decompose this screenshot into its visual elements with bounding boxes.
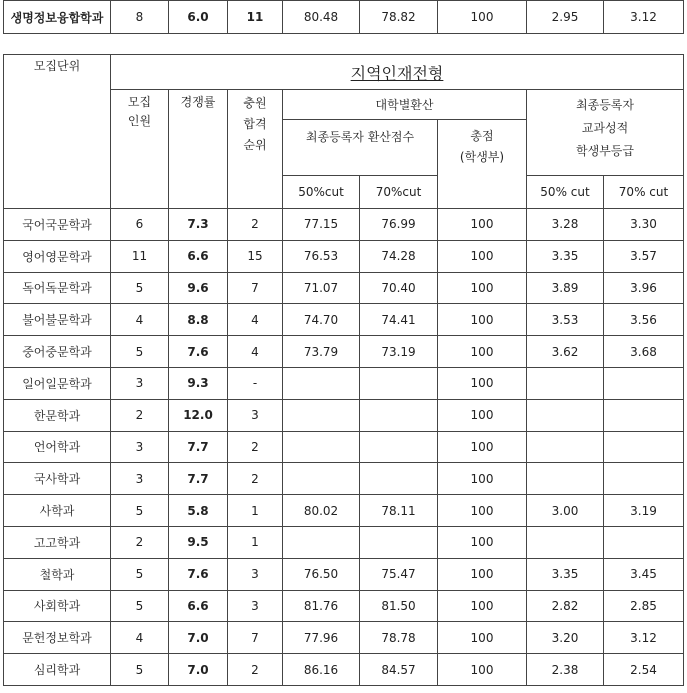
grade70-cell: 3.57 xyxy=(604,240,684,272)
cut50-cell: 86.16 xyxy=(283,654,360,686)
grade70-cell: 3.12 xyxy=(604,622,684,654)
rank-cell: 1 xyxy=(228,526,283,558)
total-cell: 100 xyxy=(438,367,527,399)
total-cell: 100 xyxy=(438,495,527,527)
competition-cell: 7.3 xyxy=(169,209,228,241)
cut50-cell xyxy=(283,526,360,558)
recruit-cell: 3 xyxy=(111,367,169,399)
grade70-header: 70% cut xyxy=(604,176,684,209)
dept-cell: 문헌정보학과 xyxy=(4,622,111,654)
header-row xyxy=(4,55,684,90)
competition-cell: 6.6 xyxy=(169,590,228,622)
cut70-cell: 78.11 xyxy=(360,495,438,527)
grade70-cell: 3.12 xyxy=(604,1,684,34)
competition-header: 경쟁률 xyxy=(169,90,228,209)
table-row xyxy=(4,304,684,336)
competition-cell: 7.7 xyxy=(169,463,228,495)
cut70-cell: 74.41 xyxy=(360,304,438,336)
cut70-header: 70%cut xyxy=(360,176,438,209)
recruit-cell: 11 xyxy=(111,240,169,272)
total-cell: 100 xyxy=(438,654,527,686)
grade50-header: 50% cut xyxy=(527,176,604,209)
competition-cell: 7.0 xyxy=(169,654,228,686)
dept-cell: 불어불문학과 xyxy=(4,304,111,336)
rank-header: 충원 합격 순위 xyxy=(228,90,283,209)
grade70-cell xyxy=(604,431,684,463)
cut70-cell xyxy=(360,399,438,431)
cut50-cell: 71.07 xyxy=(283,272,360,304)
cut50-cell xyxy=(283,367,360,399)
cut70-cell xyxy=(360,463,438,495)
table-row xyxy=(4,1,684,34)
dept-cell: 일어일문학과 xyxy=(4,367,111,399)
grade70-cell xyxy=(604,367,684,399)
rank-cell: 2 xyxy=(228,463,283,495)
table-row xyxy=(4,590,684,622)
grade50-cell: 2.38 xyxy=(527,654,604,686)
total-cell: 100 xyxy=(438,463,527,495)
univ-score-header: 대학별환산 xyxy=(283,90,527,120)
dept-cell: 심리학과 xyxy=(4,654,111,686)
table-row xyxy=(4,399,684,431)
recruit-cell: 5 xyxy=(111,495,169,527)
grade70-cell xyxy=(604,399,684,431)
grade70-cell: 3.30 xyxy=(604,209,684,241)
recruit-cell: 5 xyxy=(111,272,169,304)
grade70-cell: 2.85 xyxy=(604,590,684,622)
grade50-cell xyxy=(527,526,604,558)
grade50-cell: 3.00 xyxy=(527,495,604,527)
recruit-cell: 5 xyxy=(111,558,169,590)
rank-cell: 3 xyxy=(228,399,283,431)
rank-cell: 4 xyxy=(228,336,283,368)
recruit-cell: 4 xyxy=(111,304,169,336)
rank-cell: 11 xyxy=(228,1,283,34)
cut70-cell: 76.99 xyxy=(360,209,438,241)
final-grade-header: 최종등록자 교과성적 학생부등급 xyxy=(527,90,684,176)
dept-cell: 국사학과 xyxy=(4,463,111,495)
competition-cell: 8.8 xyxy=(169,304,228,336)
cut50-cell: 76.50 xyxy=(283,558,360,590)
recruit-cell: 3 xyxy=(111,431,169,463)
competition-cell: 7.7 xyxy=(169,431,228,463)
recruit-cell: 8 xyxy=(111,1,169,34)
grade70-cell: 3.45 xyxy=(604,558,684,590)
competition-cell: 6.0 xyxy=(169,1,228,34)
rank-cell: - xyxy=(228,367,283,399)
grade50-cell xyxy=(527,399,604,431)
grade70-cell xyxy=(604,463,684,495)
cut70-cell: 78.82 xyxy=(360,1,438,34)
cut70-cell: 74.28 xyxy=(360,240,438,272)
rank-cell: 1 xyxy=(228,495,283,527)
dept-cell: 사회학과 xyxy=(4,590,111,622)
total-cell: 100 xyxy=(438,590,527,622)
dept-cell: 고고학과 xyxy=(4,526,111,558)
grade50-cell xyxy=(527,367,604,399)
table-row xyxy=(4,272,684,304)
grade50-cell: 2.95 xyxy=(527,1,604,34)
table-row xyxy=(4,622,684,654)
rank-cell: 7 xyxy=(228,622,283,654)
dept-cell: 한문학과 xyxy=(4,399,111,431)
cut50-cell: 77.15 xyxy=(283,209,360,241)
competition-cell: 9.3 xyxy=(169,367,228,399)
total-cell: 100 xyxy=(438,622,527,654)
dept-cell: 철학과 xyxy=(4,558,111,590)
table-title: 지역인재전형 xyxy=(111,55,684,90)
dept-cell: 국어국문학과 xyxy=(4,209,111,241)
final-score-header: 최종등록자 환산점수 xyxy=(283,120,438,176)
total-cell: 100 xyxy=(438,209,527,241)
rank-cell: 2 xyxy=(228,431,283,463)
competition-cell: 12.0 xyxy=(169,399,228,431)
recruit-cell: 5 xyxy=(111,590,169,622)
total-cell: 100 xyxy=(438,399,527,431)
grade50-cell: 3.28 xyxy=(527,209,604,241)
total-cell: 100 xyxy=(438,526,527,558)
total-cell: 100 xyxy=(438,272,527,304)
recruit-header: 모집 인원 xyxy=(111,90,169,209)
recruit-cell: 6 xyxy=(111,209,169,241)
dept-cell: 중어중문학과 xyxy=(4,336,111,368)
cut50-cell: 80.02 xyxy=(283,495,360,527)
total-cell: 100 xyxy=(438,431,527,463)
competition-cell: 6.6 xyxy=(169,240,228,272)
rank-cell: 2 xyxy=(228,209,283,241)
cut70-cell: 73.19 xyxy=(360,336,438,368)
cut70-cell: 84.57 xyxy=(360,654,438,686)
table-row xyxy=(4,495,684,527)
cut70-cell xyxy=(360,431,438,463)
recruit-cell: 3 xyxy=(111,463,169,495)
cut50-cell: 77.96 xyxy=(283,622,360,654)
admission-table xyxy=(3,54,684,686)
table-row xyxy=(4,240,684,272)
cut50-header: 50%cut xyxy=(283,176,360,209)
table-row xyxy=(4,558,684,590)
grade70-cell: 3.19 xyxy=(604,495,684,527)
competition-cell: 7.0 xyxy=(169,622,228,654)
table-row xyxy=(4,367,684,399)
dept-cell: 언어학과 xyxy=(4,431,111,463)
rank-cell: 3 xyxy=(228,558,283,590)
total-cell: 100 xyxy=(438,558,527,590)
table-row xyxy=(4,209,684,241)
rank-cell: 7 xyxy=(228,272,283,304)
cut70-cell: 70.40 xyxy=(360,272,438,304)
competition-cell: 9.5 xyxy=(169,526,228,558)
competition-cell: 7.6 xyxy=(169,336,228,368)
grade50-cell xyxy=(527,431,604,463)
rank-cell: 15 xyxy=(228,240,283,272)
grade70-cell xyxy=(604,526,684,558)
grade50-cell: 3.35 xyxy=(527,558,604,590)
cut50-cell: 76.53 xyxy=(283,240,360,272)
cut70-cell: 81.50 xyxy=(360,590,438,622)
grade50-cell xyxy=(527,463,604,495)
rank-cell: 3 xyxy=(228,590,283,622)
rank-cell: 4 xyxy=(228,304,283,336)
recruit-cell: 2 xyxy=(111,526,169,558)
cut50-cell xyxy=(283,431,360,463)
grade50-cell: 3.62 xyxy=(527,336,604,368)
cut50-cell: 73.79 xyxy=(283,336,360,368)
grade50-cell: 2.82 xyxy=(527,590,604,622)
grade70-cell: 3.56 xyxy=(604,304,684,336)
recruit-cell: 2 xyxy=(111,399,169,431)
cut50-cell: 81.76 xyxy=(283,590,360,622)
total-cell: 100 xyxy=(438,304,527,336)
cut50-cell xyxy=(283,463,360,495)
table-row xyxy=(4,431,684,463)
dept-cell: 사학과 xyxy=(4,495,111,527)
total-cell: 100 xyxy=(438,336,527,368)
grade70-cell: 3.68 xyxy=(604,336,684,368)
cut70-cell: 78.78 xyxy=(360,622,438,654)
grade50-cell: 3.35 xyxy=(527,240,604,272)
dept-cell: 영어영문학과 xyxy=(4,240,111,272)
dept-header: 모집단위 xyxy=(4,55,111,209)
competition-cell: 7.6 xyxy=(169,558,228,590)
competition-cell: 5.8 xyxy=(169,495,228,527)
grade50-cell: 3.89 xyxy=(527,272,604,304)
table-row xyxy=(4,336,684,368)
recruit-cell: 4 xyxy=(111,622,169,654)
top-summary-table xyxy=(3,0,684,34)
grade50-cell: 3.53 xyxy=(527,304,604,336)
cut50-cell: 80.48 xyxy=(283,1,360,34)
total-header: 총점 (학생부) xyxy=(438,120,527,209)
dept-cell: 생명정보융합학과 xyxy=(4,1,111,34)
rank-cell: 2 xyxy=(228,654,283,686)
competition-cell: 9.6 xyxy=(169,272,228,304)
table-row xyxy=(4,463,684,495)
total-cell: 100 xyxy=(438,1,527,34)
dept-cell: 독어독문학과 xyxy=(4,272,111,304)
grade70-cell: 3.96 xyxy=(604,272,684,304)
total-cell: 100 xyxy=(438,240,527,272)
cut50-cell xyxy=(283,399,360,431)
cut50-cell: 74.70 xyxy=(283,304,360,336)
grade50-cell: 3.20 xyxy=(527,622,604,654)
recruit-cell: 5 xyxy=(111,336,169,368)
cut70-cell xyxy=(360,367,438,399)
table-row xyxy=(4,654,684,686)
cut70-cell: 75.47 xyxy=(360,558,438,590)
table-row xyxy=(4,526,684,558)
cut70-cell xyxy=(360,526,438,558)
recruit-cell: 5 xyxy=(111,654,169,686)
grade70-cell: 2.54 xyxy=(604,654,684,686)
